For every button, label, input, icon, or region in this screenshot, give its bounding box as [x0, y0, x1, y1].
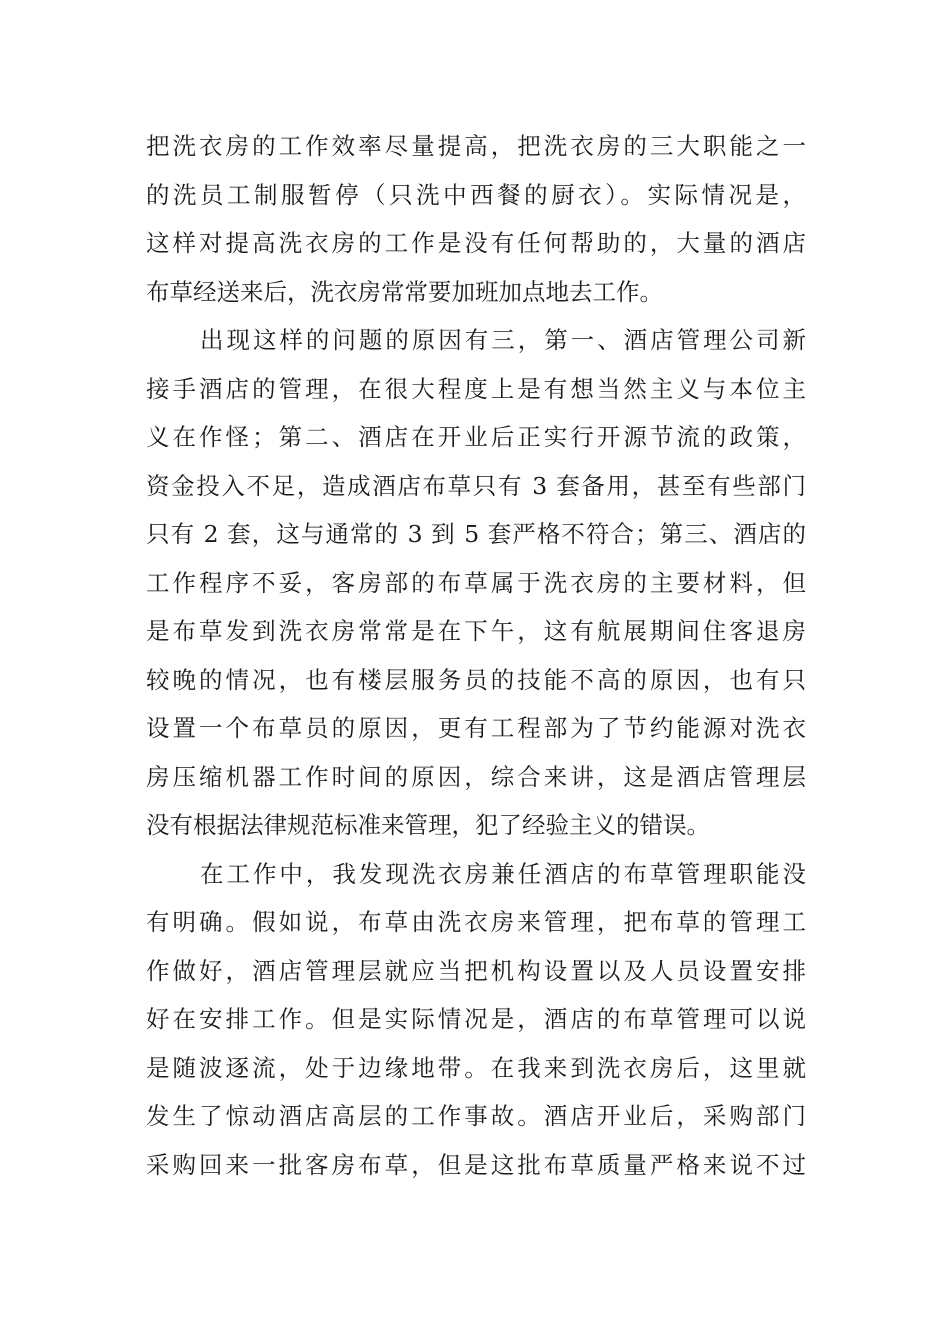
body-text [146, 124, 806, 1191]
text-line: 的洗员工制服暂停（只洗中西餐的厨衣）。实际情况是， [146, 180, 806, 209]
text-line: 这样对提高洗衣房的工作是没有任何帮助的，大量的酒店 [146, 229, 806, 257]
text-line: 在工作中，我发现洗衣房兼任酒店的布草管理职能没 [200, 859, 806, 888]
text-line: 是随波逐流，处于边缘地带。在我来到洗衣房后，这里就 [146, 1053, 806, 1082]
text-line: 发生了惊动酒店高层的工作事故。酒店开业后，采购部门 [146, 1102, 806, 1130]
text-line: 有明确。假如说，布草由洗衣房来管理，把布草的管理工 [146, 908, 806, 936]
text-line: 作做好，酒店管理层就应当把机构设置以及人员设置安排 [146, 956, 806, 985]
text-line: 义在作怪；第二、酒店在开业后正实行开源节流的政策， [146, 423, 806, 451]
paragraph-3 [146, 852, 806, 1192]
text-line: 把洗衣房的工作效率尽量提高，把洗衣房的三大职能之一 [146, 132, 806, 160]
text-line: 房压缩机器工作时间的原因，综合来讲，这是酒店管理层 [146, 762, 806, 791]
text-line: 是布草发到洗衣房常常是在下午，这有航展期间住客退房 [146, 617, 806, 645]
text-line: 资金投入不足，造成酒店布草只有 3 套备用，甚至有些部门 [146, 471, 806, 500]
text-line: 较晚的情况，也有楼层服务员的技能不高的原因，也有只 [146, 665, 806, 694]
text-line: 采购回来一批客房布草，但是这批布草质量严格来说不过 [146, 1150, 806, 1179]
text-line: 好在安排工作。但是实际情况是，酒店的布草管理可以说 [146, 1005, 806, 1033]
text-line: 接手酒店的管理，在很大程度上是有想当然主义与本位主 [146, 374, 806, 403]
text-line: 只有 2 套，这与通常的 3 到 5 套严格不符合；第三、酒店的 [146, 520, 806, 548]
text-line: 布草经送来后，洗衣房常常要加班加点地去工作。 [146, 277, 663, 306]
text-line: 设置一个布草员的原因，更有工程部为了节约能源对洗衣 [146, 714, 806, 742]
paragraph-2 [146, 318, 806, 852]
text-line: 出现这样的问题的原因有三，第一、酒店管理公司新 [200, 326, 806, 354]
text-line: 工作程序不妥，客房部的布草属于洗衣房的主要材料，但 [146, 568, 806, 597]
text-line: 没有根据法律规范标准来管理，犯了经验主义的错误。 [146, 811, 710, 839]
paragraph-1 [146, 124, 806, 318]
